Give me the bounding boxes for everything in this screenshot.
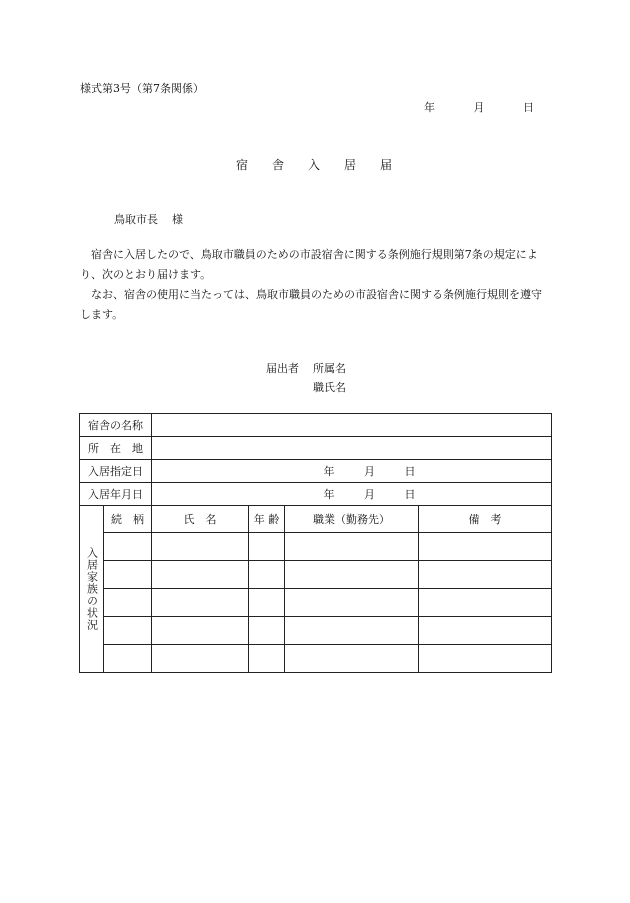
body-paragraph-2: なお、宿舎の使用に当たっては、鳥取市職員のための市設宿舎に関する条例施行規則を遵守します。: [80, 288, 542, 321]
housing-name-label: 宿舎の名称: [80, 413, 152, 436]
remarks-cell[interactable]: [419, 532, 552, 560]
title-char: 宿: [236, 158, 249, 172]
remarks-cell[interactable]: [419, 644, 552, 672]
remarks-cell[interactable]: [419, 560, 552, 588]
family-row: [80, 644, 552, 672]
location-label: 所 在 地: [80, 436, 152, 459]
remarks-cell[interactable]: [419, 616, 552, 644]
relation-cell[interactable]: [104, 560, 152, 588]
relation-cell[interactable]: [104, 588, 152, 616]
body-paragraph-1: 宿舎に入居したので、鳥取市職員のための市設宿舎に関する条例施行規則第7条の規定により、次のとおり届けます。: [80, 248, 538, 281]
move-in-date-field[interactable]: [152, 482, 552, 505]
age-cell[interactable]: [249, 616, 285, 644]
addressee-name: 鳥取市長: [114, 213, 158, 226]
addressee: [114, 211, 183, 227]
family-row: [80, 560, 552, 588]
occupation-cell[interactable]: [285, 532, 419, 560]
family-status-label: 入居家族の状況: [85, 546, 99, 631]
occupation-cell[interactable]: [285, 588, 419, 616]
assigned-date-month: 月: [364, 464, 375, 478]
age-cell[interactable]: [249, 644, 285, 672]
family-row: [80, 588, 552, 616]
assigned-date-year: 年: [323, 464, 335, 478]
assigned-date-day: 日: [404, 464, 416, 478]
age-cell[interactable]: [249, 560, 285, 588]
header-date-year: 年: [424, 101, 435, 114]
move-in-date-year: 年: [323, 487, 335, 501]
addressee-honorific: 様: [172, 213, 183, 226]
name-cell[interactable]: [152, 644, 249, 672]
family-status-label-cell: [80, 505, 104, 672]
age-cell[interactable]: [249, 532, 285, 560]
location-field[interactable]: [152, 436, 552, 459]
title-char: 舎: [271, 158, 284, 172]
row-housing-name: [80, 413, 552, 436]
title-char: 入: [307, 158, 320, 172]
housing-form-table: [79, 413, 552, 673]
title-char: 居: [343, 158, 356, 172]
row-assigned-date: [80, 459, 552, 482]
header-date: [424, 99, 534, 115]
occupation-cell[interactable]: [285, 616, 419, 644]
move-in-date-month: 月: [364, 487, 375, 501]
housing-name-field[interactable]: [152, 413, 552, 436]
relation-cell[interactable]: [104, 644, 152, 672]
submitter-label: 届出者: [266, 362, 299, 375]
move-in-date-day: 日: [404, 487, 416, 501]
relation-header: 続 柄: [104, 505, 152, 532]
job-name-label: 職氏名: [313, 381, 346, 394]
remarks-header: 備 考: [419, 505, 552, 532]
occupation-header: 職業（勤務先）: [285, 505, 419, 532]
row-location: [80, 436, 552, 459]
form-number: 様式第3号（第7条関係）: [80, 82, 204, 95]
assigned-date-label: 入居指定日: [80, 459, 152, 482]
name-cell[interactable]: [152, 588, 249, 616]
family-header-row: [80, 505, 552, 532]
relation-cell[interactable]: [104, 532, 152, 560]
assigned-date-field[interactable]: [152, 459, 552, 482]
age-cell[interactable]: [249, 588, 285, 616]
family-row: [80, 616, 552, 644]
department-label: 所属名: [313, 362, 346, 375]
occupation-cell[interactable]: [285, 644, 419, 672]
occupation-cell[interactable]: [285, 560, 419, 588]
name-cell[interactable]: [152, 532, 249, 560]
remarks-cell[interactable]: [419, 588, 552, 616]
age-header: 年 齢: [249, 505, 285, 532]
move-in-date-label: 入居年月日: [80, 482, 152, 505]
header-date-day: 日: [523, 101, 534, 114]
name-header: 氏 名: [152, 505, 249, 532]
document-title: [236, 156, 392, 173]
name-cell[interactable]: [152, 560, 249, 588]
name-cell[interactable]: [152, 616, 249, 644]
title-char: 届: [379, 158, 392, 172]
row-move-in-date: [80, 482, 552, 505]
relation-cell[interactable]: [104, 616, 152, 644]
family-row: [80, 532, 552, 560]
header-date-month: 月: [473, 101, 485, 114]
